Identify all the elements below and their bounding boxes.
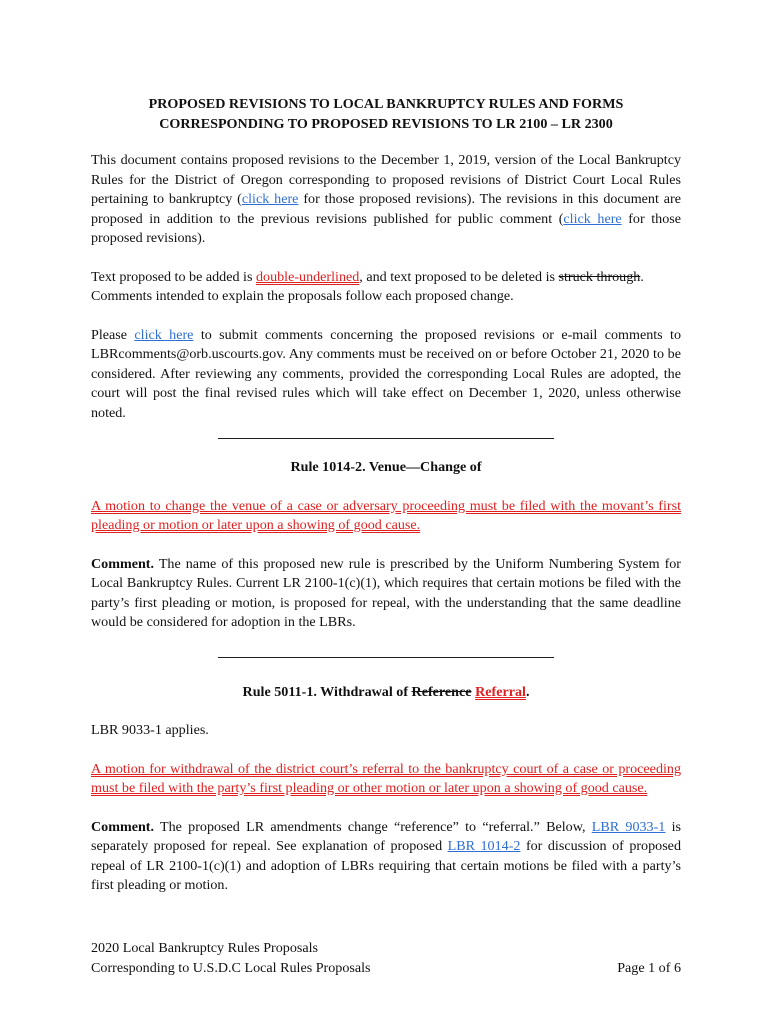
rule-1014-2-comment (91, 555, 681, 633)
deleted-text-sample: struck through (558, 268, 641, 285)
submit-text: Please (91, 326, 135, 343)
heading-period: . (525, 683, 530, 700)
comment-text: for discussion of proposed repeal of LR 2100-1(c)(1) and adoption of LBRs requiring that certain motions be filed with a party’s first pleading or motion. (91, 838, 681, 893)
click-here-link-2[interactable]: click here (563, 210, 622, 227)
heading-deleted-word: Reference (411, 683, 472, 700)
submit-text: to submit comments concerning the proposed revisions or e-mail comments to LBRcomments@orb.uscourts.gov. Any comments must be received on or before October 21, 2020 to be considered. After reviewing any comments, provided the corresponding Local Rules are adopted, the court will post the final revised rules which will take effect on December 1, 2020, unless otherwise noted. (91, 326, 681, 421)
comment-text: The name of this proposed new rule is prescribed by the Uniform Numbering System for Local Bankruptcy Rules. Current LR 2100-1(c)(1), which requires that certain motions be filed with the party’s first pleading or motion, is proposed for repeal, with the understanding that the same deadline would be considered for adoption in the LBRs. (91, 555, 681, 630)
added-text-sample: double-underlined (255, 268, 360, 285)
heading-text: Rule 5011-1. Withdrawal of (242, 683, 412, 700)
rule-5011-1-comment (91, 818, 681, 896)
rule-5011-1-heading (91, 683, 681, 703)
document-page (91, 94, 681, 896)
section-divider (218, 657, 554, 658)
legend-paragraph (91, 268, 681, 307)
comment-label: Comment. (91, 555, 155, 572)
title-line-2: CORRESPONDING TO PROPOSED REVISIONS TO LR 2100 – LR 2300 (159, 116, 613, 132)
submit-paragraph (91, 326, 681, 424)
comment-text: is separately proposed for repeal. See explanation of proposed (91, 818, 681, 854)
page-number: Page 1 of 6 (617, 960, 681, 976)
rule-5011-1-applies: LBR 9033-1 applies. (91, 722, 209, 738)
comment-text: The proposed LR amendments change “reference” to “referral.” Below, (154, 818, 592, 835)
title-line-1: PROPOSED REVISIONS TO LOCAL BANKRUPTCY RULES AND FORMS (148, 96, 624, 112)
intro-text: for those proposed revisions). (91, 210, 682, 246)
rule-5011-1-added-text: A motion for withdrawal of the district court’s referral to the bankruptcy court of a case or proceeding must be filed with the party’s first pleading or other motion or later upon a showing of good cause. (91, 760, 681, 796)
rule-1014-2-heading: Rule 1014-2. Venue—Change of (290, 459, 482, 475)
comment-label: Comment. (91, 818, 155, 835)
footer-line-1: 2020 Local Bankruptcy Rules Proposals (91, 940, 319, 956)
legend-text: Text proposed to be added is (91, 268, 256, 285)
footer-line-2: Corresponding to U.S.D.C Local Rules Proposals (91, 960, 371, 976)
legend-text: , and text proposed to be deleted is (359, 268, 559, 285)
heading-added-word: Referral (475, 683, 526, 700)
lbr-9033-1-link[interactable]: LBR 9033-1 (591, 818, 666, 835)
rule-1014-2-added-text: A motion to change the venue of a case or adversary proceeding must be filed with the movant’s first pleading or motion or later upon a showing of good cause. (91, 497, 681, 533)
intro-text: This document contains proposed revisions to the December 1, 2019, version of the Local Bankruptcy Rules for the District of Oregon corresponding to proposed revisions of District Court Local Rules pertaining to bankruptcy ( (91, 152, 681, 207)
intro-paragraph (91, 151, 681, 249)
page-footer (91, 938, 681, 978)
document-title (91, 94, 681, 134)
click-here-link-3[interactable]: click here (134, 326, 194, 343)
section-divider (218, 438, 554, 439)
click-here-link-1[interactable]: click here (241, 191, 299, 207)
intro-text: for those proposed revisions). The revisions in this document are proposed in addition to the previous revisions published for public comment ( (91, 191, 681, 227)
lbr-1014-2-link[interactable]: LBR 1014-2 (447, 838, 521, 854)
legend-text: . Comments intended to explain the proposals follow each proposed change. (91, 268, 644, 304)
